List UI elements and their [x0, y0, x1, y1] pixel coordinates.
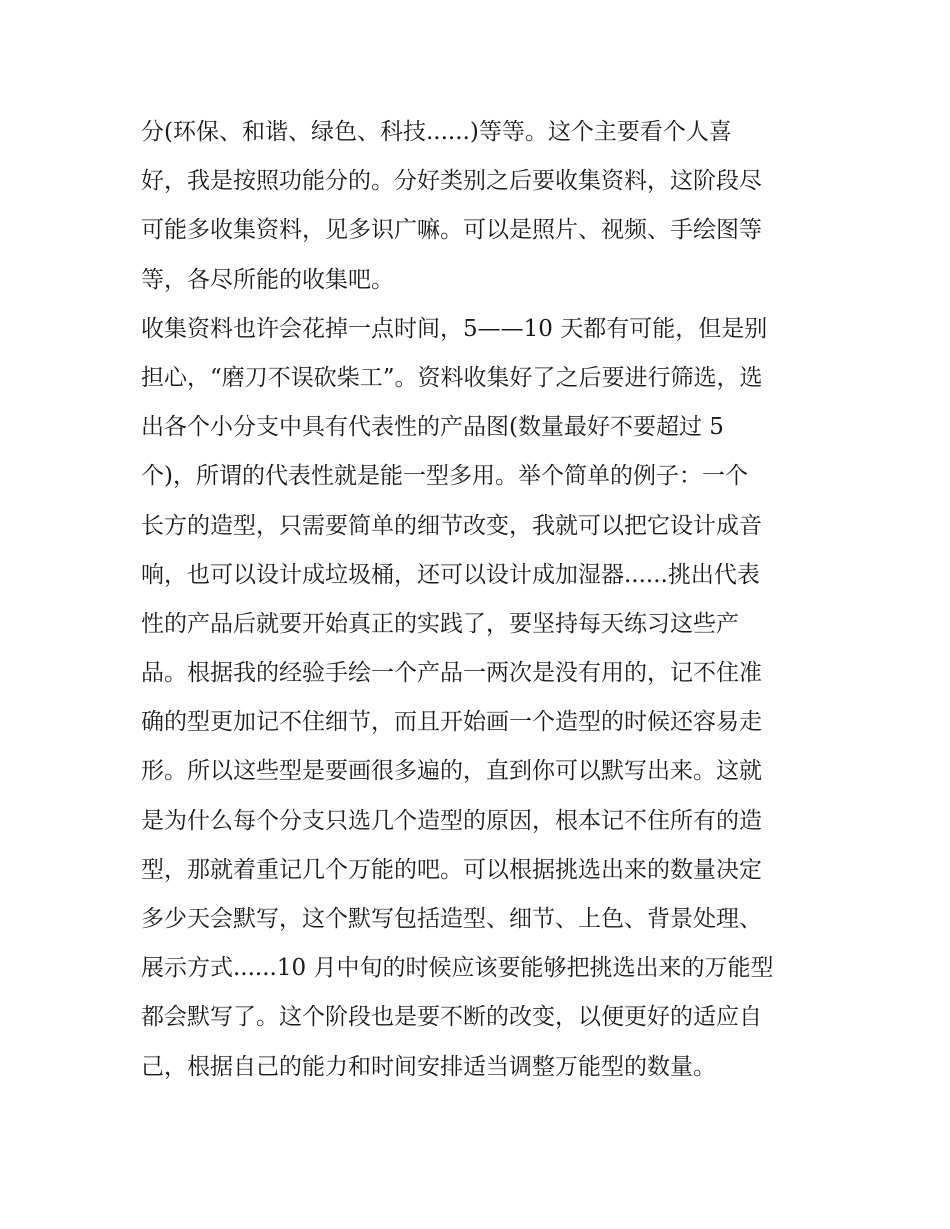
text-line: 都会默写了。这个阶段也是要不断的改变，以便更好的适应自 — [141, 1004, 762, 1031]
text-line: 收集资料也许会花掉一点时间，5——10 天都有可能，但是别 — [141, 315, 768, 342]
text-line: 响，也可以设计成垃圾桶，还可以设计成加湿器......挑出代表 — [141, 561, 760, 588]
text-line: 己，根据自己的能力和时间安排适当调整万能型的数量。 — [141, 1053, 716, 1080]
text-line: 品。根据我的经验手绘一个产品一两次是没有用的，记不住准 — [141, 660, 762, 687]
text-line: 展示方式......10 月中旬的时候应该要能够把挑选出来的万能型 — [141, 955, 774, 982]
text-line: 担心，“磨刀不误砍柴工”。资料收集好了之后要进行筛选，选 — [141, 364, 763, 391]
text-line: 是为什么每个分支只选几个造型的原因，根本记不住所有的造 — [141, 807, 762, 834]
text-line: 好，我是按照功能分的。分好类别之后要收集资料，这阶段尽 — [141, 168, 762, 195]
text-line: 等，各尽所能的收集吧。 — [141, 266, 394, 293]
text-line: 性的产品后就要开始真正的实践了，要坚持每天练习这些产 — [141, 610, 739, 637]
text-line: 型，那就着重记几个万能的吧。可以根据挑选出来的数量决定 — [141, 856, 762, 883]
text-line: 长方的造型，只需要简单的细节改变，我就可以把它设计成音 — [141, 512, 762, 539]
text-line: 确的型更加记不住细节，而且开始画一个造型的时候还容易走 — [141, 709, 762, 736]
text-line: 形。所以这些型是要画很多遍的，直到你可以默写出来。这就 — [141, 758, 762, 785]
text-line: 可能多收集资料，见多识广嘛。可以是照片、视频、手绘图等 — [141, 217, 762, 244]
text-line: 个)，所谓的代表性就是能一型多用。举个简单的例子：一个 — [141, 463, 748, 490]
text-line: 分(环保、和谐、绿色、科技......)等等。这个主要看个人喜 — [141, 119, 732, 145]
text-line: 出各个小分支中具有代表性的产品图(数量最好不要超过 5 — [141, 414, 724, 441]
body-text — [141, 108, 821, 1092]
text-line: 多少天会默写，这个默写包括造型、细节、上色、背景处理、 — [141, 906, 762, 932]
